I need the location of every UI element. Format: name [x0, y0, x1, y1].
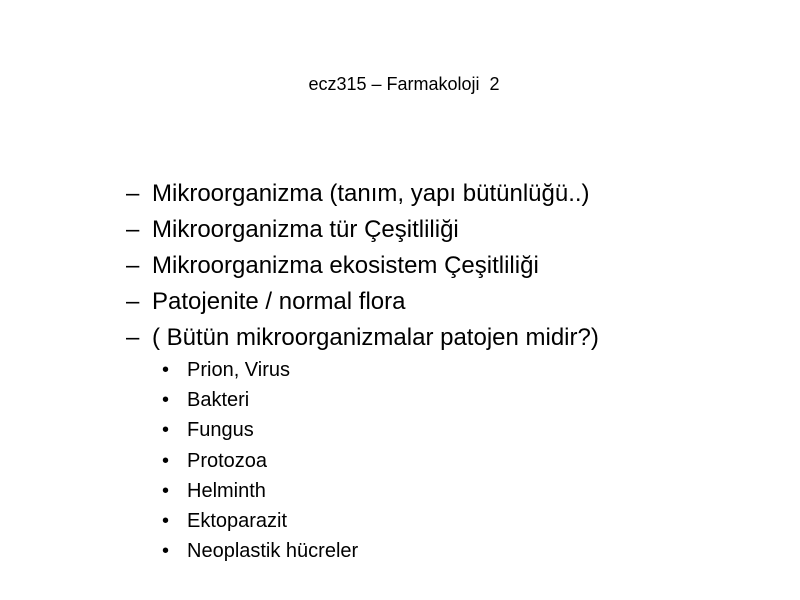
- sub-item-text: Helminth: [187, 479, 266, 502]
- dash-bullet-icon: –: [126, 324, 140, 351]
- dot-bullet-icon: •: [162, 389, 170, 412]
- sub-item-text: Fungus: [187, 419, 254, 442]
- sub-item-text: Ektoparazit: [187, 509, 288, 532]
- main-item-text: Patojenite / normal flora: [152, 288, 406, 315]
- main-list-item: [126, 284, 599, 320]
- dot-bullet-icon: •: [162, 479, 170, 502]
- sub-bullet-list: [162, 355, 358, 566]
- sub-item-text: Bakteri: [187, 389, 250, 412]
- main-list-item: [126, 248, 599, 284]
- main-item-text: Mikroorganizma ekosistem Çeşitliliği: [152, 252, 539, 279]
- sub-list-item: [162, 385, 358, 415]
- sub-item-text: Neoplastik hücreler: [187, 540, 359, 563]
- dot-bullet-icon: •: [162, 359, 170, 381]
- dash-bullet-icon: –: [126, 216, 140, 243]
- dot-bullet-icon: •: [162, 419, 170, 442]
- slide-title: ecz315 – Farmakoloji 2: [308, 74, 500, 94]
- sub-list-item: [162, 415, 358, 445]
- main-item-text: Mikroorganizma tür Çeşitliliği: [152, 216, 459, 243]
- main-bullet-list: [126, 176, 599, 356]
- main-list-item: [126, 212, 599, 248]
- dash-bullet-icon: –: [126, 252, 140, 279]
- dot-bullet-icon: •: [162, 540, 170, 563]
- sub-list-item: [162, 355, 358, 385]
- sub-list-item: [162, 536, 358, 566]
- dot-bullet-icon: •: [162, 509, 170, 532]
- main-list-item: [126, 176, 599, 212]
- sub-item-text: Prion, Virus: [187, 359, 291, 381]
- sub-list-item: [162, 506, 358, 536]
- dot-bullet-icon: •: [162, 449, 170, 472]
- main-list-item: [126, 320, 599, 356]
- dash-bullet-icon: –: [126, 288, 140, 315]
- sub-item-text: Protozoa: [187, 449, 268, 472]
- sub-list-item: [162, 446, 358, 476]
- main-item-text: ( Bütün mikroorganizmalar patojen midir?): [152, 324, 599, 351]
- dash-bullet-icon: –: [126, 180, 140, 207]
- sub-list-item: [162, 476, 358, 506]
- main-item-text: Mikroorganizma (tanım, yapı bütünlüğü..): [152, 180, 590, 207]
